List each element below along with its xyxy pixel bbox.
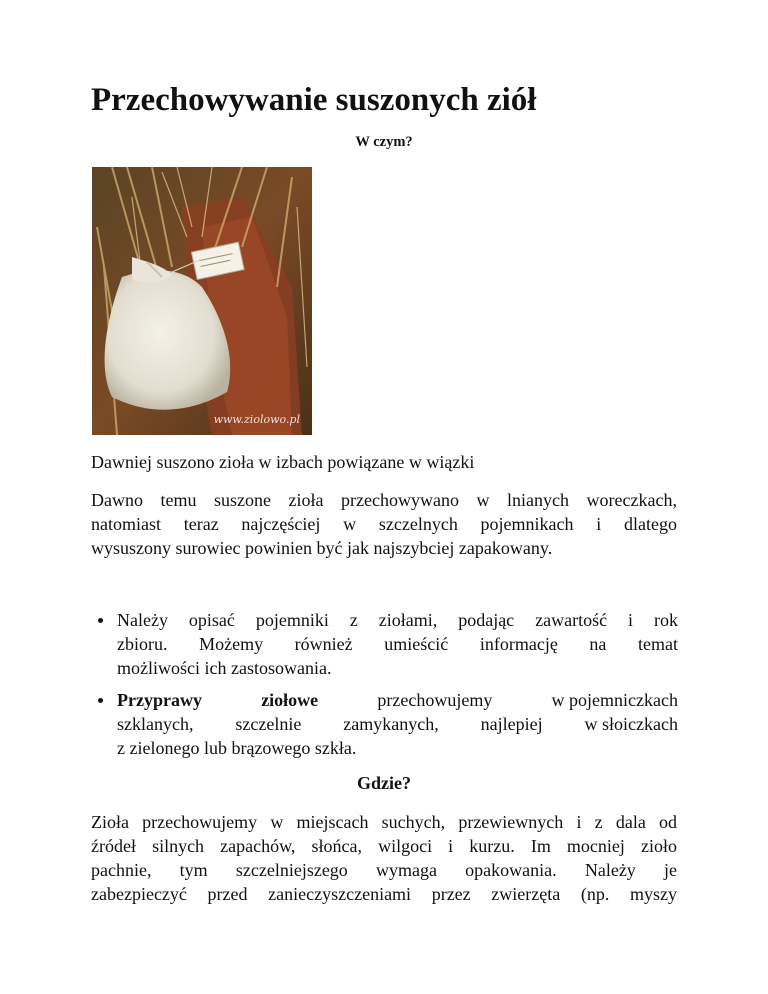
page-title: Przechowywanie suszonych ziół bbox=[91, 82, 537, 118]
section-heading-where: Gdzie? bbox=[357, 773, 411, 793]
paragraph-line: zabezpieczyć przed zanieczyszczeniami przez zwierzęta (np. myszy bbox=[91, 884, 677, 904]
section-subtitle: W czym? bbox=[355, 134, 413, 150]
paragraph-line: natomiast teraz najczęściej w szczelnych pojemnikach i dlatego bbox=[91, 514, 677, 534]
herb-bag-photo bbox=[92, 167, 312, 435]
bullet-line bbox=[117, 712, 678, 736]
bullet-line bbox=[117, 688, 678, 712]
paragraph-line: Zioła przechowujemy w miejscach suchych, przewiewnych i z dala od bbox=[91, 812, 677, 832]
bullet-word: najlepiej bbox=[480, 714, 543, 734]
photo-watermark: www.ziolowo.pl bbox=[213, 413, 300, 426]
paragraph-line: wysuszony surowiec powinien być jak najszybciej zapakowany. bbox=[91, 538, 553, 558]
paragraph-line: pachnie, tym szczelniejszego wymaga opakowania. Należy je bbox=[91, 860, 677, 880]
bullet-line: z zielonego lub brązowego szkła. bbox=[117, 738, 357, 758]
bullet-line: możliwości ich zastosowania. bbox=[117, 658, 332, 678]
paragraph-line: Dawno temu suszone zioła przechowywano w lnianych woreczkach, bbox=[91, 490, 677, 510]
bullet-marker bbox=[98, 698, 103, 703]
photo-caption: Dawniej suszono zioła w izbach powiązane w wiązki bbox=[91, 452, 475, 472]
bullet-word: w pojemniczkach bbox=[551, 690, 678, 710]
bullet-line: Należy opisać pojemniki z ziołami, podając zawartość i rok bbox=[117, 610, 678, 630]
bullet-word: w słoiczkach bbox=[584, 714, 678, 734]
bullet-word: zamykanych, bbox=[343, 714, 439, 734]
bold-term: Przyprawy bbox=[117, 690, 202, 710]
bullet-marker bbox=[98, 618, 103, 623]
list-item-labeling bbox=[117, 608, 678, 680]
paragraph-storage-place bbox=[91, 810, 677, 906]
list-item-spice-jars bbox=[117, 688, 678, 760]
bullet-word: szczelnie bbox=[235, 714, 302, 734]
paragraph-line: źródeł silnych zapachów, słońca, wilgoci i kurzu. Im mocniej zioło bbox=[91, 836, 677, 856]
bullet-line: zbioru. Możemy również umieścić informację na temat bbox=[117, 634, 678, 654]
bullet-word: przechowujemy bbox=[377, 690, 493, 710]
bullet-word: szklanych, bbox=[117, 714, 194, 734]
paragraph-storage-history bbox=[91, 488, 677, 560]
bold-term: ziołowe bbox=[261, 690, 319, 710]
photo-illustration bbox=[92, 167, 312, 435]
